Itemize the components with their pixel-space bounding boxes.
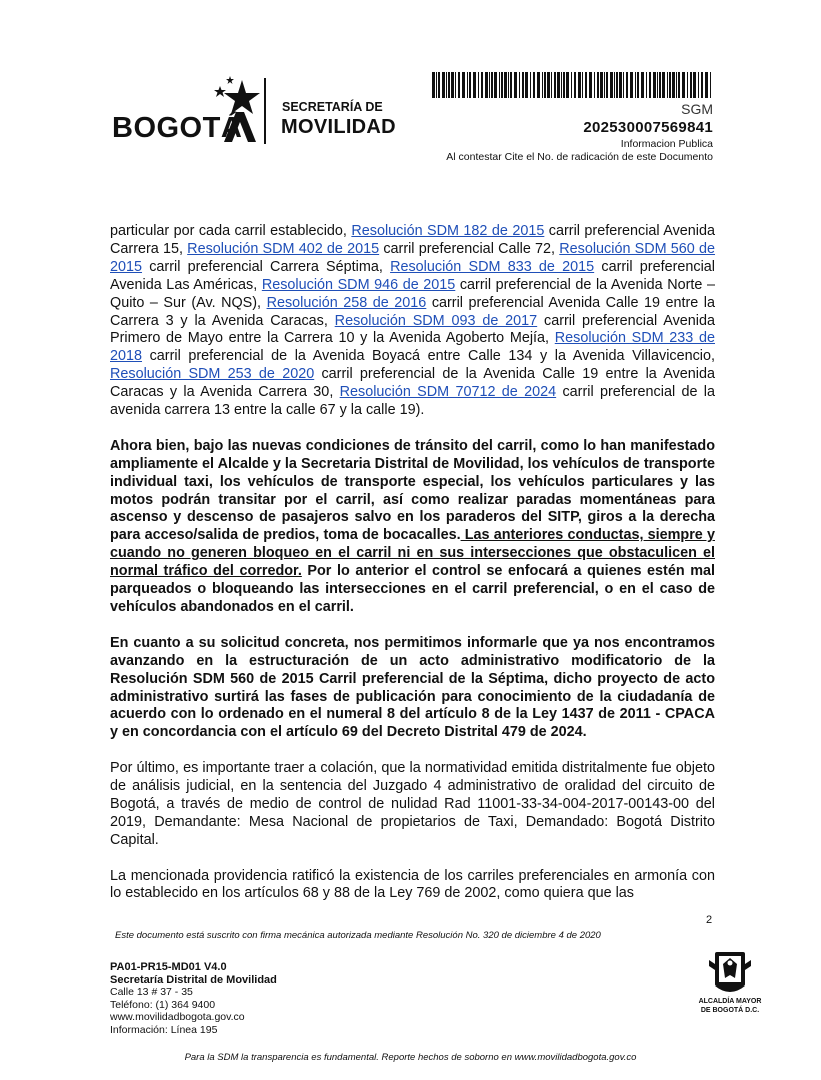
office-code: SGM bbox=[681, 101, 713, 117]
paragraph-text: carril preferencial de la Avenida Calle 19 entre la Avenida Caracas y la Avenida Carrera 30, bbox=[110, 366, 716, 401]
barcode-bar bbox=[701, 72, 703, 98]
resolution-link[interactable]: Resolución SDM 833 de 2015 bbox=[390, 258, 595, 275]
barcode-bar bbox=[571, 72, 572, 98]
paragraph-text: carril preferencial Avenida Las Américas, bbox=[110, 258, 715, 293]
page-number: 2 bbox=[706, 914, 713, 926]
barcode-bar bbox=[551, 72, 552, 98]
paragraph-new-conditions bbox=[110, 438, 715, 617]
barcode-bar bbox=[600, 72, 603, 98]
barcode-bar bbox=[554, 72, 556, 98]
paragraph-text: carril preferencial Carrera Séptima, bbox=[142, 258, 391, 275]
barcode-bar bbox=[578, 72, 581, 98]
barcode-bar bbox=[669, 72, 671, 98]
barcode-bar bbox=[589, 72, 592, 98]
paragraph-text: carril preferencial Avenida Carrera 15, bbox=[110, 223, 715, 257]
barcode-bar bbox=[467, 72, 468, 98]
barcode-bar bbox=[491, 72, 493, 98]
paragraph-text: carril preferencial Avenida Primero de Mayo entre la Carrera 10 y la Avenida Agoberto Mejía, bbox=[110, 312, 715, 347]
barcode-bar bbox=[637, 72, 639, 98]
barcode-bar bbox=[494, 72, 497, 98]
document-code: PA01-PR15-MD01 V4.0 bbox=[110, 961, 227, 973]
bogota-movilidad-logo bbox=[112, 76, 402, 148]
barcode-bar bbox=[561, 72, 562, 98]
barcode-bar bbox=[446, 72, 447, 98]
footer-contact bbox=[110, 961, 277, 1036]
barcode-bar bbox=[501, 72, 503, 98]
paragraph-new-conditions-part1: Ahora bien, bajo las nuevas condiciones de tránsito del carril, como lo han manifestado ampliamente el Alcalde y la Secretaria Distrital de Movilidad, los vehículos de transporte individual taxi, los vehículos de transporte especial, los vehículos particulares y las motos podrán transitar por el carril, así como realizar paradas momentáneas para ascenso y descenso de pasajeros salvo en los paraderos del SITP, giros a la derecha para acceso/salida de predios, toma de bocacalles. bbox=[110, 437, 715, 544]
resolution-link[interactable]: Resolución 258 de 2016 bbox=[266, 294, 427, 311]
transparency-note: Para la SDM la transparencia es fundamental. Reporte hechos de soborno en www.movilidadbogota.gov.co bbox=[184, 1052, 637, 1063]
barcode-bar bbox=[537, 72, 540, 98]
barcode-bar bbox=[481, 72, 483, 98]
barcode-bar bbox=[519, 72, 520, 98]
address: Calle 13 # 37 - 35 bbox=[110, 986, 193, 998]
barcode-bar bbox=[662, 72, 665, 98]
barcode-bar bbox=[508, 72, 509, 98]
barcode-bar bbox=[672, 72, 675, 98]
barcode-bar bbox=[653, 72, 656, 98]
barcode-bar bbox=[646, 72, 647, 98]
barcode-bar bbox=[659, 72, 661, 98]
barcode-bar bbox=[499, 72, 500, 98]
barcode-bar bbox=[489, 72, 490, 98]
paragraph-text: carril preferencial de la avenida carrera 13 entre la calle 67 y la calle 19). bbox=[110, 384, 715, 419]
barcode-bar bbox=[610, 72, 613, 98]
resolution-link[interactable]: Resolución SDM 560 de 2015 bbox=[110, 240, 716, 275]
barcode-bar bbox=[462, 72, 465, 98]
letter-body bbox=[110, 223, 715, 921]
barcode-bar bbox=[614, 72, 615, 98]
paragraph-resolutions bbox=[110, 223, 715, 420]
barcode-bar bbox=[693, 72, 696, 98]
paragraph-new-conditions-underlined: Las anteriores conductas, siempre y cuando no generen bloqueo en el carril ni en sus intersecciones que obstaculicen el normal tráfico del corredor. bbox=[110, 527, 715, 580]
alcaldia-line1: ALCALDÍA MAYOR bbox=[698, 998, 762, 1005]
barcode-bar bbox=[455, 72, 456, 98]
logo-movilidad-label: MOVILIDAD bbox=[281, 116, 396, 138]
barcode-bar bbox=[530, 72, 531, 98]
resolution-link[interactable]: Resolución SDM 093 de 2017 bbox=[334, 312, 538, 329]
barcode-bar bbox=[698, 72, 699, 98]
barcode-bar bbox=[522, 72, 524, 98]
entity-name: Secretaría Distrital de Movilidad bbox=[110, 973, 277, 986]
barcode-bar bbox=[604, 72, 605, 98]
barcode-bar bbox=[657, 72, 658, 98]
barcode-bar bbox=[514, 72, 517, 98]
barcode-bar bbox=[510, 72, 512, 98]
barcode-bar bbox=[458, 72, 460, 98]
barcode-bar bbox=[649, 72, 651, 98]
barcode-bar bbox=[582, 72, 583, 98]
barcode-bar bbox=[566, 72, 569, 98]
barcode-bar bbox=[594, 72, 595, 98]
resolution-link[interactable]: Resolución SDM 182 de 2015 bbox=[351, 223, 545, 239]
barcode-bar bbox=[641, 72, 644, 98]
radicado-number: 202530007569841 bbox=[583, 119, 713, 136]
barcode-bar bbox=[469, 72, 471, 98]
barcode-bar bbox=[547, 72, 550, 98]
barcode-bar bbox=[442, 72, 445, 98]
barcode-bar bbox=[606, 72, 608, 98]
paragraph-ratification: La mencionada providencia ratificó la existencia de los carriles preferenciales en armonía con lo establecido en los artículos 68 y 88 de la Ley 769 de 2002, como quiera que las bbox=[110, 867, 715, 902]
barcode-bar bbox=[525, 72, 528, 98]
barcode-bar bbox=[473, 72, 476, 98]
radicado-block bbox=[446, 100, 713, 164]
barcode-bar bbox=[626, 72, 628, 98]
barcode-bar bbox=[682, 72, 685, 98]
resolution-link[interactable]: Resolución SDM 402 de 2015 bbox=[187, 240, 380, 257]
barcode-bar bbox=[616, 72, 618, 98]
info-line: Información: Línea 195 bbox=[110, 1023, 218, 1036]
paragraph-text: carril preferencial Avenida Calle 19 entre la Carrera 3 y la Avenida Caracas, bbox=[110, 294, 715, 329]
barcode-bar bbox=[585, 72, 587, 98]
barcode-bar bbox=[676, 72, 677, 98]
resolution-link[interactable]: Resolución SDM 253 de 2020 bbox=[110, 366, 315, 383]
paragraph-request: En cuanto a su solicitud concreta, nos permitimos informarle que ya nos encontramos avanzando en la estructuración de un acto administrativo modificatorio de la Resolución SDM 560 de 2015 Carril preferencial de la Séptima, dicho proyecto de acto administrativo surtirá las fases de publicación para conocimiento de la ciudadanía de acuerdo con lo ordenado en el numeral 8 del artículo 8 de la Ley 1437 de 2011 - CPACA y en concordancia con el artículo 69 del Decreto Distrital 479 de 2024. bbox=[110, 634, 715, 741]
barcode-bar bbox=[619, 72, 622, 98]
barcode-bar bbox=[504, 72, 507, 98]
barcode-bar bbox=[557, 72, 560, 98]
resolution-link[interactable]: Resolución SDM 233 de 2018 bbox=[110, 330, 715, 365]
logo-divider bbox=[264, 78, 266, 144]
barcode bbox=[432, 72, 714, 98]
barcode-bar bbox=[623, 72, 624, 98]
info-label: Informacion Publica bbox=[620, 138, 713, 150]
barcode-bar bbox=[635, 72, 636, 98]
cite-note: Al contestar Cite el No. de radicación de este Documento bbox=[446, 151, 713, 163]
paragraph-text: carril preferencial Calle 72, bbox=[379, 240, 560, 257]
barcode-bar bbox=[451, 72, 454, 98]
barcode-bar bbox=[436, 72, 437, 98]
mechanical-signature-note: Este documento está suscrito con firma mecánica autorizada mediante Resolución No. 320 de diciembre 4 de 2020 bbox=[115, 930, 601, 941]
barcode-bar bbox=[574, 72, 576, 98]
barcode-bar bbox=[542, 72, 543, 98]
barcode-bar bbox=[533, 72, 535, 98]
paragraph-text: carril preferencial de la Avenida Boyacá entre Calle 134 y la Avenida Villavicencio, bbox=[142, 348, 715, 365]
logo-secretaria-label: SECRETARÍA DE bbox=[282, 100, 383, 114]
barcode-bar bbox=[438, 72, 440, 98]
resolution-link[interactable]: Resolución SDM 70712 de 2024 bbox=[339, 384, 557, 401]
barcode-bar bbox=[630, 72, 633, 98]
alcaldia-line2: DE BOGOTÁ D.C. bbox=[700, 1006, 760, 1014]
paragraph-judicial: Por último, es importante traer a colación, que la normatividad emitida distritalmente fue objeto de análisis judicial, en la sentencia del Juzgado 4 administrativo de oralidad del circuito de Bogotá, a través de medio de control de nulidad Rad 11001-33-34-004-2017-00143-00 del 2019, Demandante: Mesa Nacional de propietarios de Taxi, Demandado: Bogotá Distrito Capital. bbox=[110, 760, 715, 848]
barcode-bar bbox=[690, 72, 692, 98]
paragraph-new-conditions-part2: Por lo anterior el control se enfocará a quienes estén mal parqueados o bloqueando las intersecciones en el carril preferencial, o en el caso de vehículos abandonados en el carril. bbox=[110, 563, 715, 616]
barcode-bar bbox=[478, 72, 479, 98]
barcode-bar bbox=[544, 72, 546, 98]
alcaldia-logo bbox=[690, 948, 770, 1015]
barcode-bar bbox=[667, 72, 668, 98]
barcode-bar bbox=[432, 72, 435, 98]
barcode-bar bbox=[705, 72, 708, 98]
coat-of-arms-icon bbox=[707, 948, 753, 996]
website-link[interactable]: www.movilidadbogota.gov.co bbox=[110, 1011, 245, 1023]
barcode-bar bbox=[710, 72, 711, 98]
paragraph-text: carril preferencial de la Avenida Norte – Quito – Sur (Av. NQS), bbox=[110, 276, 715, 311]
barcode-bar bbox=[597, 72, 599, 98]
barcode-bar bbox=[448, 72, 450, 98]
barcode-bar bbox=[687, 72, 688, 98]
barcode-bar bbox=[678, 72, 680, 98]
paragraph-text: particular por cada carril establecido, bbox=[110, 223, 352, 239]
barcode-bar bbox=[563, 72, 565, 98]
logo-city-name: BOGOTÁ bbox=[112, 112, 243, 144]
resolution-link[interactable]: Resolución SDM 946 de 2015 bbox=[261, 276, 456, 293]
barcode-bar bbox=[485, 72, 488, 98]
phone: Teléfono: (1) 364 9400 bbox=[110, 998, 216, 1011]
